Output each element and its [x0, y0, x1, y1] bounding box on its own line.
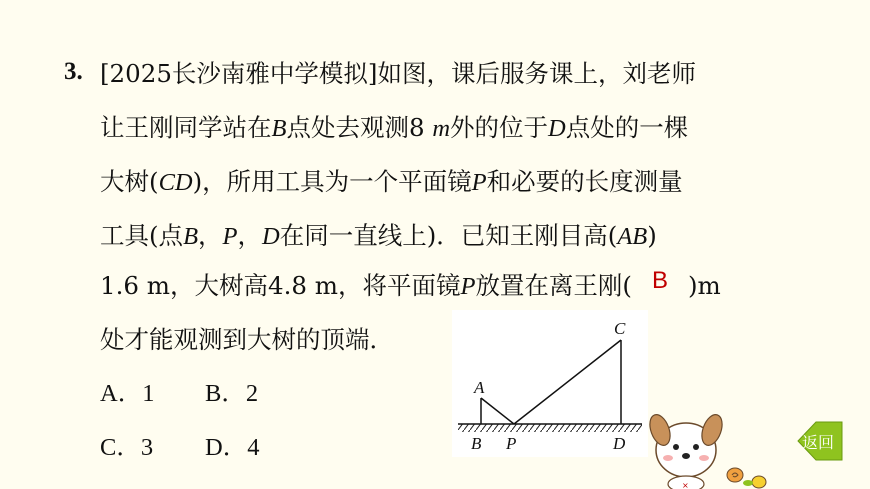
question-text: 工具(点 — [100, 221, 184, 250]
label-c: C — [614, 319, 626, 338]
question-text: 和必要的长度测量 — [486, 167, 683, 196]
segment-label: AB — [617, 223, 648, 250]
segment-ap — [481, 398, 514, 424]
point-label: B — [183, 223, 199, 250]
question-text: 处才能观测到大树的顶端． — [100, 325, 394, 354]
question-line-3 — [100, 165, 683, 200]
point-label: D — [548, 115, 566, 142]
question-line-6 — [100, 323, 394, 357]
point-label: B — [271, 115, 287, 142]
point-label: P — [222, 223, 238, 250]
option-c[interactable]: C．3 — [100, 434, 154, 461]
point-label: P — [460, 273, 476, 300]
ground-hatching — [458, 424, 642, 432]
question-number: 3. — [64, 58, 83, 85]
question-line-2 — [100, 111, 688, 146]
question-text: 点处去观测8 — [286, 113, 433, 142]
label-b: B — [471, 434, 482, 453]
unit-label: m — [432, 115, 451, 142]
label-d: D — [613, 434, 626, 453]
point-label: P — [471, 169, 487, 196]
segment-label: CD — [158, 169, 193, 196]
puppy-mascot-icon — [648, 400, 768, 489]
question-text: )，所用工具为一个平面镜 — [192, 167, 472, 196]
question-text: 放置在离王刚( — [475, 271, 632, 300]
question-text: ， — [237, 221, 262, 250]
question-line-1 — [100, 57, 696, 91]
label-p: P — [506, 434, 517, 453]
option-d[interactable]: D．4 — [205, 434, 260, 461]
question-text: ， — [198, 221, 223, 250]
question-text: [2025长沙南雅中学模拟]如图，课后服务课上，刘老师 — [100, 59, 696, 88]
question-text: 让王刚同学站在 — [100, 113, 272, 142]
segment-pc — [514, 340, 621, 424]
question-text: 1.6 m，大树高4.8 m，将平面镜 — [100, 271, 461, 300]
mirror-diagram — [452, 310, 648, 457]
back-button-label: 返回 — [801, 433, 834, 452]
question-text: 点处的一棵 — [565, 113, 689, 142]
back-button[interactable] — [790, 418, 844, 464]
question-text: 在同一直线上)．已知王刚目高( — [279, 221, 618, 250]
question-text: 外的位于 — [450, 113, 549, 142]
point-label: D — [262, 223, 280, 250]
question-text: 大树( — [100, 167, 159, 196]
option-b[interactable]: B．2 — [205, 380, 259, 407]
question-line-5 — [100, 269, 721, 304]
question-line-4 — [100, 219, 657, 254]
geometry-figure — [452, 310, 648, 457]
svg-text:×: × — [682, 481, 689, 489]
question-text: )m — [688, 271, 721, 300]
question-text: ) — [647, 221, 657, 250]
label-a: A — [474, 378, 485, 397]
option-a[interactable]: A．1 — [100, 380, 155, 407]
answer-blank: B — [651, 267, 668, 294]
